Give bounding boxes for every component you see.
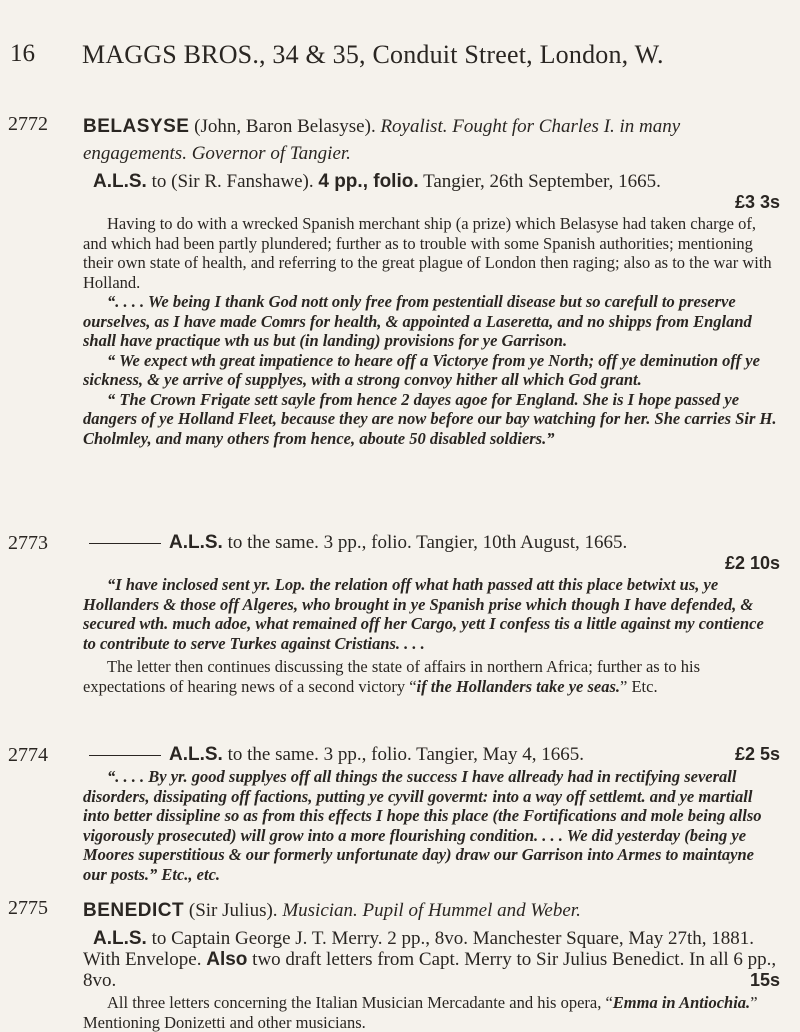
lot-biography: Musician. Pupil of Hummel and Weber. (282, 900, 581, 921)
lot-description (83, 928, 780, 991)
lot-price: £2 10s (724, 553, 780, 573)
ditto-rule (89, 755, 161, 756)
lot-name-detail: (Sir Julius). (188, 900, 278, 921)
summary-quote: if the Hollanders take ye seas. (416, 676, 621, 696)
lot-number: 2775 (8, 897, 48, 919)
lot-quote: “ The Crown Frigate sett sayle from hence 2 dayes agoe for England. She is I hope passed ye dangers of ye Holland Fleet, because they are now before our bay watching for her. She carries Sir H. Cholmley, and many others from hence, aboute 50 disabled soldiers.” (83, 389, 777, 448)
lot-number: 2772 (8, 113, 48, 135)
also-label: Also (206, 949, 248, 970)
lot-body (83, 532, 780, 696)
lot-quote: “ We expect wth great impatience to heare off a Victorye from ye North; off ye deminution off ye sickness, & ye arrive of supplyes, with a strong convoy hither all which God grant. (83, 350, 760, 389)
document-type: A.L.S. (169, 744, 223, 765)
lot-heading (83, 113, 780, 167)
lot-number: 2774 (8, 744, 48, 766)
lot-summary (83, 657, 780, 696)
place-date: Tangier, 26th September, 1665. (423, 171, 661, 192)
extent: 4 pp., folio. (318, 171, 419, 192)
document-type: A.L.S. (93, 928, 147, 949)
recipient: to Captain George J. T. Merry. 2 pp., 8vo. Manchester Square, May 27th, 1881. With Envelope. (83, 928, 755, 970)
additional-items: two draft letters from Capt. Merry to Sir Julius Benedict. In all 6 pp., 8vo. (83, 949, 777, 991)
summary-text: The letter then continues discussing the state of affairs in northern Africa; further as to his expectations of hearing news of a second victory “ (83, 657, 701, 696)
document-type: A.L.S. (93, 171, 147, 192)
lot-description (83, 744, 780, 765)
lot-name: BENEDICT (83, 900, 185, 921)
lot-body (83, 897, 780, 1032)
lot-biography: Royalist. Fought for Charles I. in many engagements. Governor of Tangier. (83, 116, 681, 164)
recipient: to the same. 3 pp., folio. Tangier, 10th August, 1665. (227, 532, 628, 553)
lot-summary: Having to do with a wrecked Spanish merchant ship (a prize) which Belasyse had taken charge of, and which had been partly plundered; further as to trouble with some Spanish authorities; mentioning their own state of health, and referring to the great plague of London then raging; also as to the war with Holland. (83, 214, 772, 292)
lot-description (83, 532, 780, 553)
lot-price: 15s (749, 970, 780, 990)
document-type: A.L.S. (169, 532, 223, 553)
lot-name-detail: (John, Baron Belasyse). (194, 116, 376, 137)
lot-summary (83, 993, 780, 1032)
lot-number: 2773 (8, 532, 48, 554)
running-head-text: MAGGS BROS., 34 & 35, Conduit Street, London, W. (82, 40, 664, 69)
lot-description (83, 171, 780, 192)
running-head (0, 40, 800, 80)
lot-body (83, 113, 780, 448)
lot-name: BELASYSE (83, 116, 190, 137)
recipient: to the same. 3 pp., folio. Tangier, May 4, 1665. (227, 744, 584, 765)
summary-text-end: ” Etc. (620, 676, 658, 696)
lot-quote: “I have inclosed sent yr. Lop. the relation off what hath passed att this place betwixt us, ye Hollanders & those off Algeres, who brought in ye Spanish prise which though I have defended, & secured wth. much adoe, what remained off her Cargo, yett I confess tis a little against my contience to contribute to serve Turkes against Cristians. . . . (83, 575, 764, 653)
recipient: to (Sir R. Fanshawe). (151, 171, 314, 192)
lot-price: £3 3s (734, 192, 780, 212)
lot-quote: “. . . . By yr. good supplyes off all things the success I have allready had in rectifying severall disorders, dissipating off factions, putting ye cyvill govermt: into a way off settlemt. and ye martiall into better dissipline so as from this effects I hope this place (the Fortifications and mole being allso vigorously prosecuted) will grow into a more flourishing condition. . . . We did yesterday (being ye Moores superstitious & our formerly unfortunate day) draw our Garrison into Armes to maintayne our posts.” Etc., etc. (83, 767, 762, 884)
lot-body (83, 744, 780, 884)
ditto-rule (89, 543, 161, 544)
summary-quote: Emma in Antiochia. (612, 993, 751, 1012)
lot-heading (83, 897, 780, 924)
lot-price: £2 5s (734, 744, 780, 764)
summary-text-end: ” Mentioning Donizetti and other musicians. (83, 993, 758, 1032)
page-number: 16 (10, 40, 35, 67)
lot-quote: “. . . . We being I thank God nott only free from pestentiall disease but so carefull to preserve ourselves, as I have made Comrs for health, & appointed a Laseretta, and no shipps from England shall have practique wth us but (in landing) provisions for ye Garrison. (83, 292, 752, 350)
summary-text: All three letters concerning the Italian Musician Mercadante and his opera, “ (107, 993, 613, 1012)
